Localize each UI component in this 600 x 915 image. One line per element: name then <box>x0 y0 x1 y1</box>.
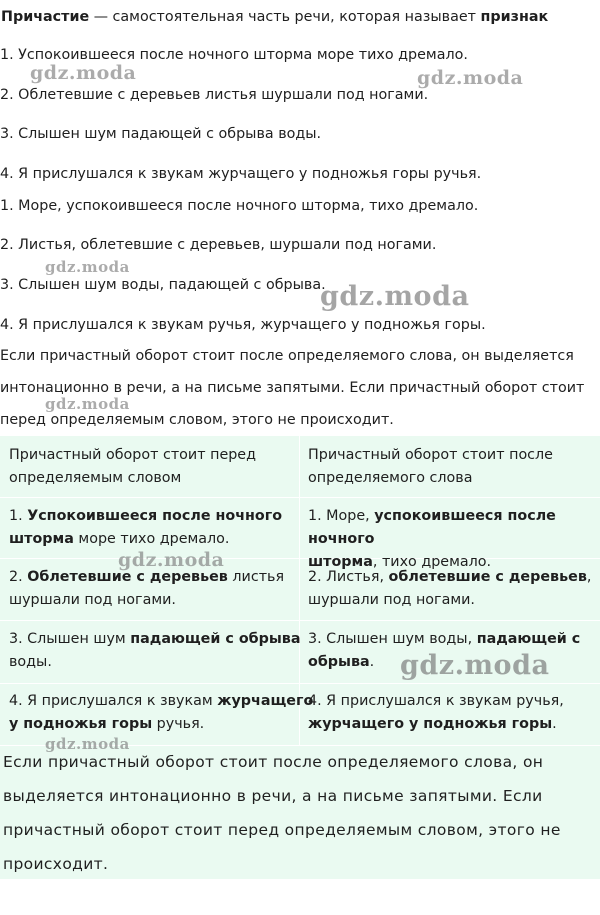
cell-bold-text: Успокоившееся после ночного <box>27 508 283 524</box>
rewritten-sentence-2: 2. Листья, облетевшие с деревьев, шуршали под ногами. <box>0 237 437 253</box>
cell-bold-text: шторма <box>9 531 74 547</box>
rewritten-sentence-4: 4. Я прислушался к звукам ручья, журчащего у подножья горы. <box>0 317 486 333</box>
row-divider <box>0 683 600 684</box>
rewritten-sentence-3: 3. Слышен шум воды, падающей с обрыва. <box>0 277 326 293</box>
cell-text: ручья. <box>152 716 205 732</box>
cell-bold-text: Облетевшие с деревьев <box>27 569 228 585</box>
original-sentence-1: 1. Успокоившееся после ночного шторма море тихо дремало. <box>0 47 468 63</box>
cell-bold-text: падающей с обрыва <box>130 631 301 647</box>
cell-bold-text: журчащего <box>217 693 314 709</box>
cell-bold-text: успокоившееся после ночного <box>308 508 556 547</box>
cell-bold-text: журчащего у подножья горы <box>308 716 553 732</box>
cell-text: воды. <box>9 654 52 670</box>
bottom-line-4: происходит. <box>3 855 109 873</box>
watermark: gdz.moda <box>417 67 524 89</box>
table-cell-r2-right <box>308 566 591 612</box>
table-header-left <box>9 444 256 490</box>
header-left-line-2: определяемым словом <box>9 470 182 486</box>
cell-text: листья <box>227 569 285 585</box>
table-cell-r1-left <box>9 505 282 551</box>
rule-line-1: Если причастный оборот стоит после определяемого слова, он выделяется <box>0 348 574 364</box>
cell-text: шуршали под ногами. <box>308 592 475 608</box>
cell-text: 3. Слышен шум <box>9 631 131 647</box>
table-cell-r4-left <box>9 690 313 736</box>
intro-term: Причастие <box>1 9 90 25</box>
bottom-line-3: причастный оборот стоит перед определяемым словом, этого не <box>3 821 561 839</box>
cell-text: 1. Море, <box>308 508 375 524</box>
cell-bold-text: у подножья горы <box>9 716 153 732</box>
table-cell-r4-right <box>308 690 564 736</box>
watermark: gdz.moda <box>30 62 137 84</box>
watermark: gdz.moda <box>320 281 470 312</box>
cell-text: 3. Слышен шум воды, <box>308 631 477 647</box>
cell-text: . <box>552 716 557 732</box>
watermark: gdz.moda <box>45 395 130 413</box>
cell-text: шуршали под ногами. <box>9 592 176 608</box>
watermark: gdz.moda <box>400 650 550 681</box>
header-right-line-1: Причастный оборот стоит после <box>308 447 553 463</box>
cell-text: море тихо дремало. <box>73 531 230 547</box>
cell-text: . <box>369 654 375 670</box>
row-divider <box>0 620 600 621</box>
cell-text: 2. Листья, <box>308 569 389 585</box>
bottom-line-1: Если причастный оборот стоит после определяемого слова, он <box>3 753 544 771</box>
cell-text: 2. <box>9 569 28 585</box>
watermark: gdz.moda <box>118 549 225 571</box>
bottom-line-2: выделяется интонационно в речи, а на письме запятыми. Если <box>3 787 543 805</box>
table-cell-r1-right <box>308 505 600 574</box>
cell-text: 1. <box>9 508 28 524</box>
cell-text: , тихо дремало. <box>372 554 492 570</box>
table-cell-r3-left <box>9 628 300 674</box>
header-left-line-1: Причастный оборот стоит перед <box>9 447 256 463</box>
original-sentence-2: 2. Облетевшие с деревьев листья шуршали под ногами. <box>0 87 429 103</box>
intro-line <box>1 8 548 26</box>
table-cell-r2-left <box>9 566 284 612</box>
rule-line-2: интонационно в речи, а на письме запятыми. Если причастный оборот стоит <box>0 380 585 396</box>
header-right-line-2: определяемого слова <box>308 470 473 486</box>
rewritten-sentence-1: 1. Море, успокоившееся после ночного шторма, тихо дремало. <box>0 198 479 214</box>
table-header-right <box>308 444 553 490</box>
cell-text: , <box>586 569 592 585</box>
original-sentence-4: 4. Я прислушался к звукам журчащего у подножья горы ручья. <box>0 166 482 182</box>
original-sentence-3: 3. Слышен шум падающей с обрыва воды. <box>0 126 322 142</box>
cell-bold-text: обрыва <box>308 654 370 670</box>
rule-line-3: перед определяемым словом, этого не происходит. <box>0 412 394 428</box>
watermark: gdz.moda <box>45 258 130 276</box>
cell-text: 4. Я прислушался к звукам <box>9 693 218 709</box>
cell-bold-text: падающей с <box>476 631 581 647</box>
row-divider <box>0 497 600 498</box>
cell-text: 4. Я прислушался к звукам ручья, <box>308 693 564 709</box>
cell-bold-text: шторма <box>308 554 373 570</box>
intro-text: — самостоятельная часть речи, которая называет <box>89 9 481 25</box>
cell-bold-text: облетевшие с деревьев <box>388 569 587 585</box>
intro-emph: признак <box>480 9 549 25</box>
watermark: gdz.moda <box>45 735 130 753</box>
